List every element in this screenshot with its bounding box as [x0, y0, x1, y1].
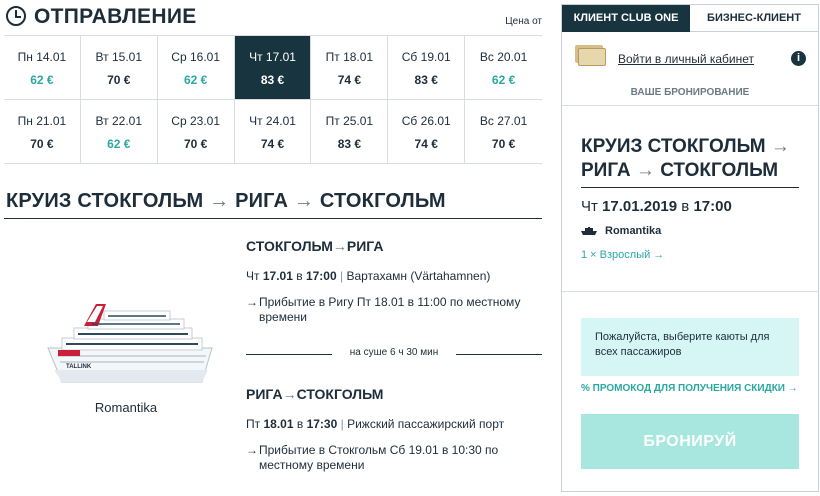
leg-to: РИГА — [346, 238, 384, 254]
date-price: 62 € — [491, 73, 516, 87]
leg-arrival — [246, 295, 542, 325]
arrow-icon: → — [282, 386, 297, 402]
leg-date: 17.01 — [262, 269, 293, 283]
ship-icon — [581, 227, 597, 235]
promo-code-link[interactable]: % ПРОМОКОД ДЛЯ ПОЛУЧЕНИЯ СКИДКИ → — [581, 383, 798, 394]
arrow-icon: → — [246, 295, 258, 309]
booking-title-line1: КРУИЗ СТОКГОЛЬМ — [581, 136, 766, 157]
booking-date-value: 17.01.2019 — [602, 198, 678, 215]
departure-title: ОТПРАВЛЕНИЕ — [34, 5, 197, 28]
your-booking-heading: ВАШЕ БРОНИРОВАНИЕ — [562, 82, 818, 106]
date-price: 70 € — [107, 73, 131, 87]
date-row-week2 — [4, 100, 542, 164]
arrow-icon: → — [770, 136, 790, 157]
booking-ship-name: Romantika — [605, 225, 662, 237]
shore-time-text: на суше 6 ч 30 мин — [349, 347, 439, 358]
date-price: 74 € — [414, 137, 438, 151]
booking-title — [581, 135, 803, 183]
cabin-notice: Пожалуйста, выберите каюты для всех пассажиров — [581, 318, 799, 376]
date-cell[interactable] — [158, 100, 235, 164]
date-price: 83 € — [260, 73, 285, 87]
date-cell[interactable] — [311, 100, 388, 164]
leg-return — [246, 386, 542, 473]
tab-club-one[interactable]: КЛИЕНТ CLUB ONE — [562, 5, 690, 32]
cruise-title-to: СТОКГОЛЬМ — [319, 190, 446, 212]
date-label: Пт 25.01 — [325, 114, 374, 128]
date-price: 74 € — [260, 137, 285, 151]
date-label: Ср 16.01 — [171, 50, 220, 64]
booking-panel — [561, 4, 819, 492]
date-label: Пт 18.01 — [325, 50, 374, 64]
date-cell[interactable] — [388, 100, 465, 164]
date-price: 62 € — [107, 137, 131, 151]
leg-to: СТОКГОЛЬМ — [296, 386, 384, 402]
arrow-icon: → — [635, 160, 655, 181]
shore-time — [246, 347, 542, 361]
date-cell[interactable] — [465, 100, 542, 164]
cruise-title-mid: РИГА — [235, 190, 289, 212]
date-cell[interactable] — [465, 36, 542, 100]
date-cell[interactable] — [4, 100, 81, 164]
leg-day: Чт — [246, 269, 260, 283]
leg-departure: Пт 18.01 в 17:30 | Рижский пассажирский порт — [246, 417, 505, 431]
divider — [562, 291, 818, 292]
divider — [4, 218, 542, 219]
cruise-title-from: КРУИЗ СТОКГОЛЬМ — [6, 190, 204, 212]
date-label: Пн 21.01 — [17, 114, 67, 128]
date-cell[interactable] — [81, 100, 158, 164]
arrow-icon: → — [209, 190, 230, 212]
booking-ship — [581, 225, 661, 237]
club-card-icon — [575, 45, 605, 66]
booking-time: 17:00 — [693, 198, 732, 215]
clock-icon — [6, 6, 26, 26]
date-label: Вт 22.01 — [95, 114, 143, 128]
tab-business[interactable]: БИЗНЕС-КЛИЕНТ — [690, 5, 818, 32]
date-price: 70 € — [183, 137, 208, 151]
booking-day: Чт — [581, 198, 598, 215]
leg-route — [246, 238, 542, 254]
leg-time: 17:30 — [306, 417, 338, 431]
date-price: 83 € — [414, 73, 438, 87]
departure-header — [6, 6, 542, 32]
leg-port: Рижский пассажирский порт — [347, 417, 505, 431]
login-row — [562, 32, 818, 82]
book-button[interactable]: БРОНИРУЙ — [581, 414, 799, 469]
date-label: Сб 26.01 — [401, 114, 451, 128]
leg-time: 17:00 — [305, 269, 337, 283]
date-price: 62 € — [183, 73, 208, 87]
leg-at: в — [296, 269, 303, 283]
login-link[interactable]: Войти в личный кабинет — [618, 52, 755, 66]
leg-route — [246, 386, 542, 402]
leg-from: РИГА — [246, 386, 283, 402]
booking-title-to: СТОКГОЛЬМ — [660, 160, 779, 181]
info-icon[interactable]: i — [791, 51, 806, 66]
date-cell[interactable] — [235, 36, 312, 100]
leg-outbound — [246, 238, 542, 325]
leg-port: Вартахамн (Värtahamnen) — [346, 269, 491, 283]
date-label: Чт 17.01 — [249, 50, 296, 64]
ship-image — [40, 290, 220, 400]
leg-at: в — [296, 417, 304, 431]
date-label: Сб 19.01 — [401, 50, 451, 64]
leg-arrival-text: Прибытие в Ригу Пт 18.01 в 11:00 по местному времени — [259, 295, 521, 324]
divider — [581, 187, 799, 188]
arrow-icon: → — [332, 238, 347, 254]
leg-departure: Чт 17.01 в 17:00 | Вартахамн (Värtahamnen) — [246, 269, 491, 283]
date-price: 70 € — [30, 137, 54, 151]
date-label: Вс 20.01 — [479, 50, 528, 64]
ship-illustration — [40, 290, 220, 400]
date-label: Пн 14.01 — [17, 50, 67, 64]
leg-from: СТОКГОЛЬМ — [246, 238, 333, 254]
cruise-title — [6, 190, 446, 213]
date-cell[interactable] — [235, 100, 312, 164]
leg-arrival — [246, 443, 542, 473]
booking-date — [581, 198, 732, 215]
date-price: 62 € — [30, 73, 54, 87]
date-cell[interactable] — [4, 36, 81, 100]
date-cell[interactable] — [158, 36, 235, 100]
leg-date: 18.01 — [263, 417, 294, 431]
date-price: 83 € — [337, 137, 362, 151]
date-label: Ср 23.01 — [171, 114, 220, 128]
date-selector — [4, 35, 542, 164]
ship-logo: TALLINK — [66, 364, 92, 370]
date-label: Вт 15.01 — [95, 50, 143, 64]
client-tabs — [562, 5, 818, 32]
price-from-label: Цена от — [505, 16, 542, 27]
date-cell[interactable] — [388, 36, 465, 100]
leg-arrival-text: Прибытие в Стокгольм Сб 19.01 в 10:30 по местному времени — [259, 443, 499, 472]
passengers-link[interactable]: 1 × Взрослый → — [581, 249, 665, 261]
date-price: 74 € — [337, 73, 362, 87]
booking-title-mid: РИГА — [581, 160, 631, 181]
date-row-week1 — [4, 36, 542, 100]
date-cell[interactable] — [81, 36, 158, 100]
leg-day: Пт — [246, 417, 261, 431]
date-label: Чт 24.01 — [249, 114, 296, 128]
arrow-icon: → — [246, 443, 258, 457]
booking-at: в — [681, 198, 690, 215]
arrow-icon: → — [293, 190, 315, 212]
divider — [456, 354, 542, 355]
date-price: 70 € — [491, 137, 516, 151]
date-cell[interactable] — [311, 36, 388, 100]
date-label: Вс 27.01 — [479, 114, 528, 128]
ship-name: Romantika — [94, 400, 158, 415]
